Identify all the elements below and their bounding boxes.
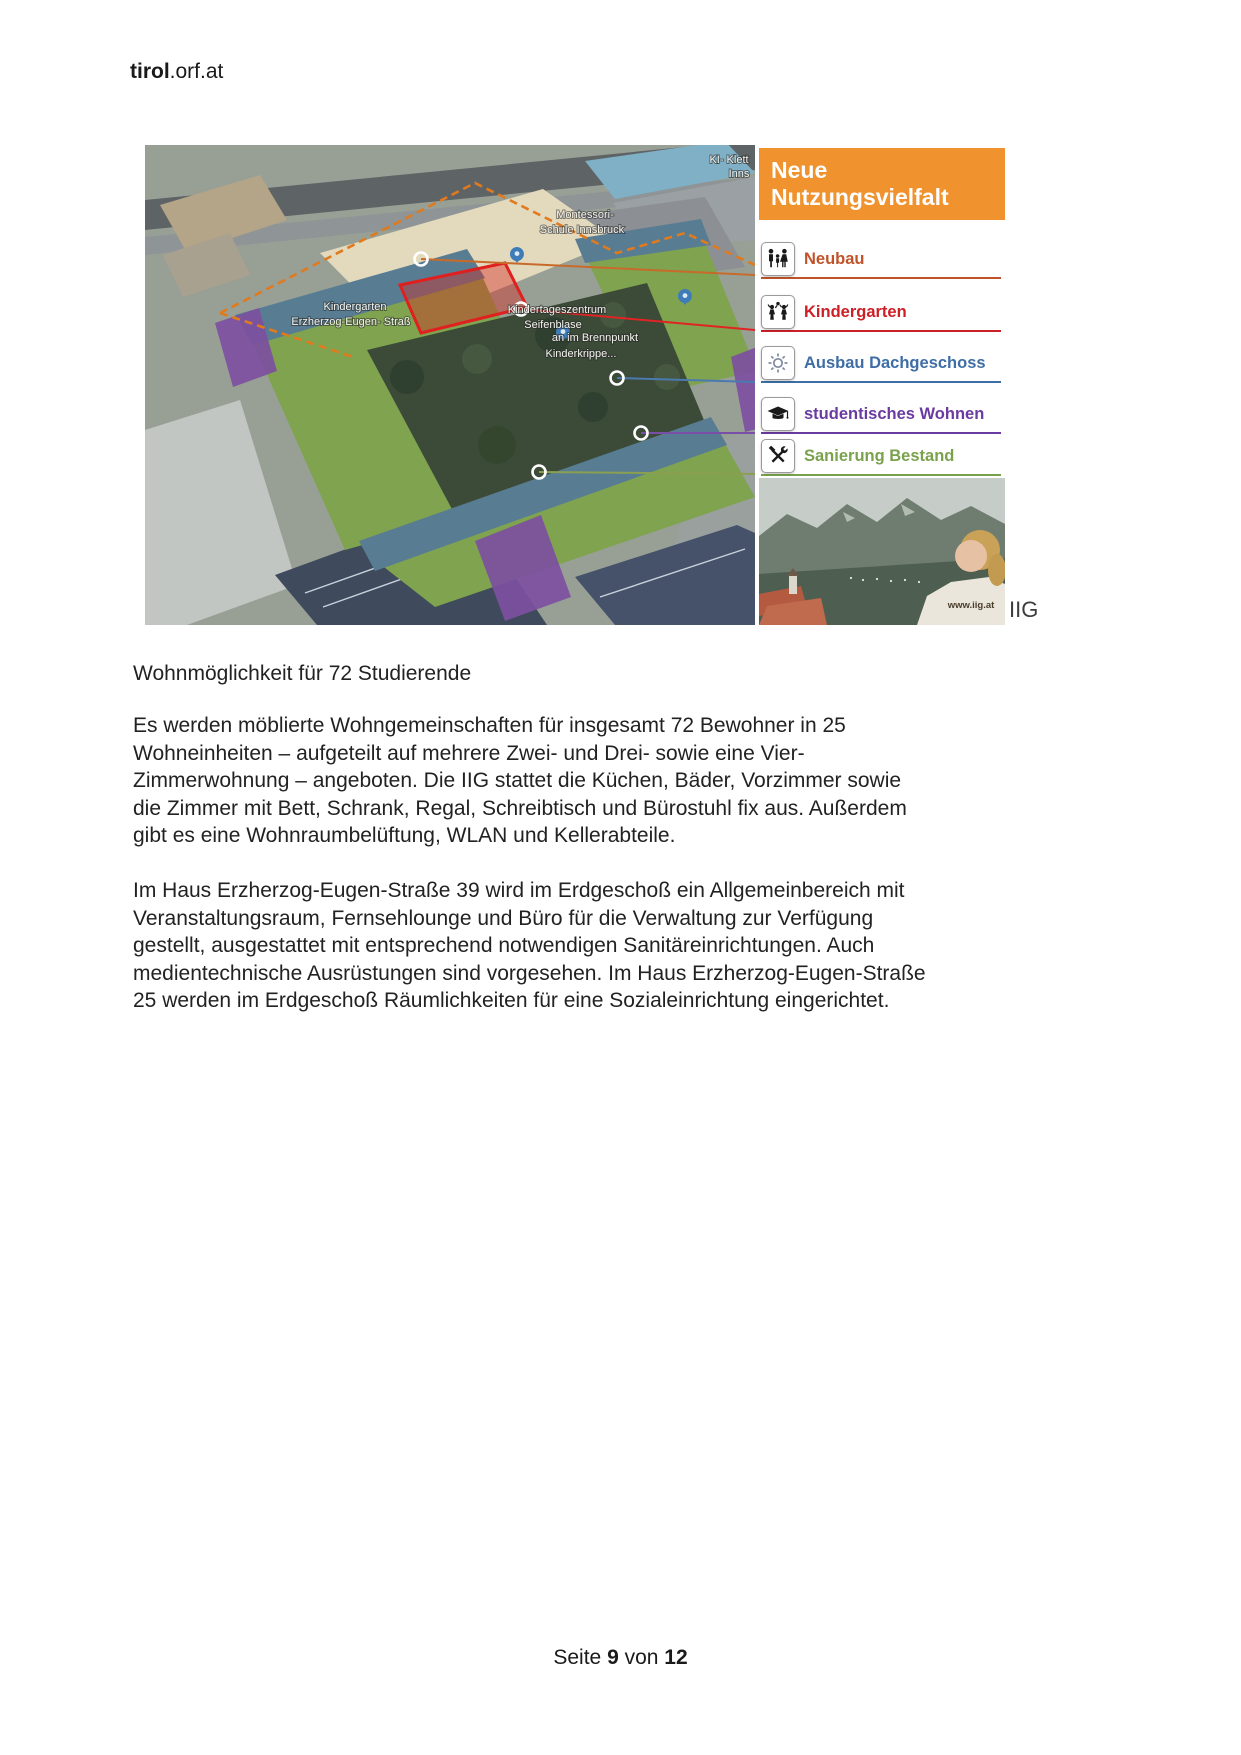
figure-caption: Wohnmöglichkeit für 72 Studierende: [133, 662, 472, 685]
legend-title: Neue Nutzungsvielfalt: [759, 148, 1005, 220]
site-brand-rest: .orf.at: [169, 60, 224, 83]
legend-label: Kindergarten: [804, 302, 907, 321]
map-label-brennpunkt: an im Brennpunkt: [551, 332, 639, 344]
legend-item-sanierung-bestand: [761, 438, 1001, 476]
paragraph-line: 25 werden im Erdgeschoß Räumlichkeiten für eine Sozialeinrichtung eingerichtet.: [133, 989, 890, 1012]
paragraph-line: Veranstaltungsraum, Fernsehlounge und Büro für die Verwaltung zur Verfügung: [133, 906, 874, 930]
legend-label: studentisches Wohnen: [804, 404, 985, 423]
paragraph-line: gibt es eine Wohnraumbelüftung, WLAN und Kellerabteile.: [133, 824, 676, 847]
paragraph-line: Es werden möblierte Wohngemeinschaften für insgesamt 72 Bewohner in 25: [133, 714, 846, 737]
map-label-kindertageszentrum: Kindertageszentrum: [507, 304, 607, 316]
legend-item-studentisches-wohnen: [761, 396, 1001, 434]
mountain-photo-illustration: [759, 478, 1005, 625]
paragraph-line: Im Haus Erzherzog-Eugen-Straße 39 wird im Erdgeschoß ein Allgemeinbereich mit: [133, 879, 905, 902]
article-figure: [145, 145, 1005, 625]
children-playing-icon: [761, 295, 795, 329]
page-number-footer: [0, 1646, 1241, 1670]
svg-text:Kinderkrippe...: Kinderkrippe...: [545, 348, 617, 360]
paragraph-line: medientechnische Ausrüstungen sind vorgesehen. Im Haus Erzherzog-Eugen-Straße: [133, 961, 926, 985]
legend-item-neubau: [761, 241, 1001, 279]
legend-label: Sanierung Bestand: [804, 446, 955, 465]
paragraph-line: Zimmerwohnung – angeboten. Die IIG stattet die Küchen, Bäder, Vorzimmer sowie: [133, 769, 902, 792]
legend-item-ausbau-dachgeschoss: [761, 345, 1001, 383]
footer-von-label: von: [624, 1646, 659, 1669]
graduation-cap-icon: [761, 397, 795, 431]
legend-label: Ausbau Dachgeschoss: [804, 353, 986, 372]
map-label-montessori: Montessori-: [556, 209, 614, 221]
legend-label: Neubau: [804, 249, 865, 268]
paragraph-line: gestellt, ausgestattet mit entsprechend notwendigen Sanitäreinrichtungen. Auch: [133, 934, 875, 957]
legend-panel: [759, 145, 1005, 625]
tools-icon: [761, 439, 795, 473]
footer-page-number: 9: [607, 1646, 619, 1669]
paragraph-line: die Zimmer mit Bett, Schrank, Regal, Schreibtisch und Bürostuhl fix aus. Außerdem: [133, 796, 907, 820]
svg-text:Schule Innsbruck: Schule Innsbruck: [539, 224, 625, 236]
svg-text:Erzherzog-Eugen- Straß: Erzherzog-Eugen- Straß: [291, 316, 411, 328]
aerial-photo: [145, 145, 755, 625]
legend-item-kindergarten: [761, 294, 1001, 332]
map-label-kindergarten: Kindergarten: [323, 301, 387, 313]
photo-watermark: www.iig.at: [947, 600, 995, 611]
paragraph-1: [133, 712, 1043, 850]
site-brand: [130, 60, 223, 84]
image-credit: IIG: [1009, 597, 1039, 622]
site-brand-bold: tirol: [130, 60, 170, 83]
footer-total-pages: 12: [664, 1646, 688, 1669]
sun-icon: [761, 346, 795, 380]
promo-photo: [759, 478, 1005, 625]
footer-seite-label: Seite: [553, 1646, 602, 1669]
family-icon: [761, 242, 795, 276]
paragraph-line: Wohneinheiten – aufgeteilt auf mehrere Zwei- und Drei- sowie eine Vier-: [133, 741, 805, 765]
svg-text:Inns: Inns: [728, 168, 750, 180]
svg-text:Seifenblase: Seifenblase: [524, 319, 582, 331]
paragraph-2: [133, 877, 1043, 1015]
map-label-klett: KI- Klett: [709, 154, 749, 166]
